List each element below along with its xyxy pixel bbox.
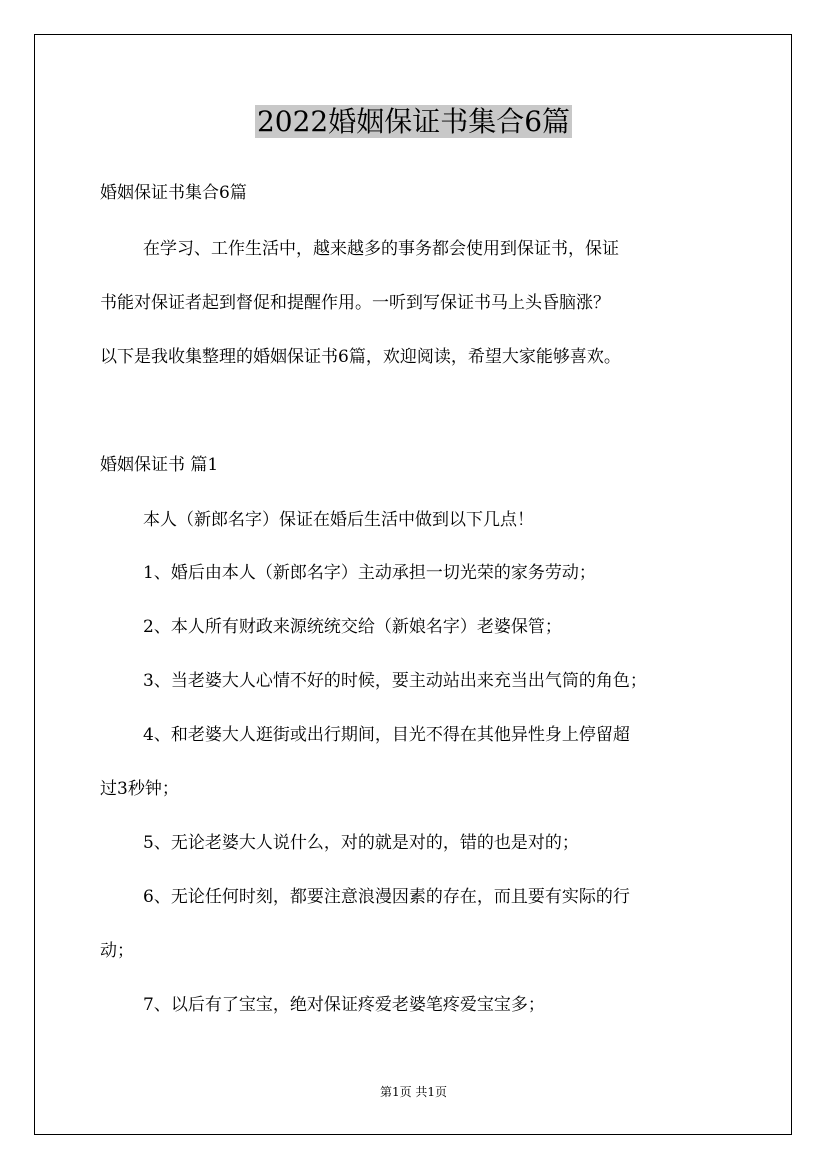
section-line-10: 7、以后有了宝宝，绝对保证疼爱老婆笔疼爱宝宝多； (143, 995, 545, 1015)
section-line-7: 5、无论老婆大人说什么，对的就是对的，错的也是对的； (143, 833, 579, 853)
document-title (0, 100, 827, 144)
page-footer: 第1页 共1页 (379, 1085, 448, 1099)
section-line-4: 3、当老婆大人心情不好的时候，要主动站出来充当出气筒的角色； (143, 671, 647, 691)
document-subtitle: 婚姻保证书集合6篇 (100, 183, 247, 203)
intro-line-1: 在学习、工作生活中，越来越多的事务都会使用到保证书，保证 (143, 239, 619, 259)
section-line-9: 动； (100, 941, 134, 961)
section-line-5: 4、和老婆大人逛街或出行期间，目光不得在其他异性身上停留超 (143, 725, 630, 745)
section-line-3: 2、本人所有财政来源统统交给（新娘名字）老婆保管； (143, 617, 562, 637)
section-line-2: 1、婚后由本人（新郎名字）主动承担一切光荣的家务劳动； (143, 563, 596, 583)
section-line-8: 6、无论任何时刻，都要注意浪漫因素的存在，而且要有实际的行 (143, 887, 630, 907)
section-line-6: 过3秒钟； (100, 779, 179, 799)
section-heading: 婚姻保证书 篇1 (100, 455, 219, 475)
section-line-1: 本人（新郎名字）保证在婚后生活中做到以下几点！ (143, 510, 534, 530)
intro-line-2: 书能对保证者起到督促和提醒作用。一听到写保证书马上头昏脑涨？ (100, 293, 610, 313)
intro-line-3: 以下是我收集整理的婚姻保证书6篇，欢迎阅读，希望大家能够喜欢。 (100, 347, 621, 367)
document-title-text: 2022婚姻保证书集合6篇 (256, 105, 571, 138)
